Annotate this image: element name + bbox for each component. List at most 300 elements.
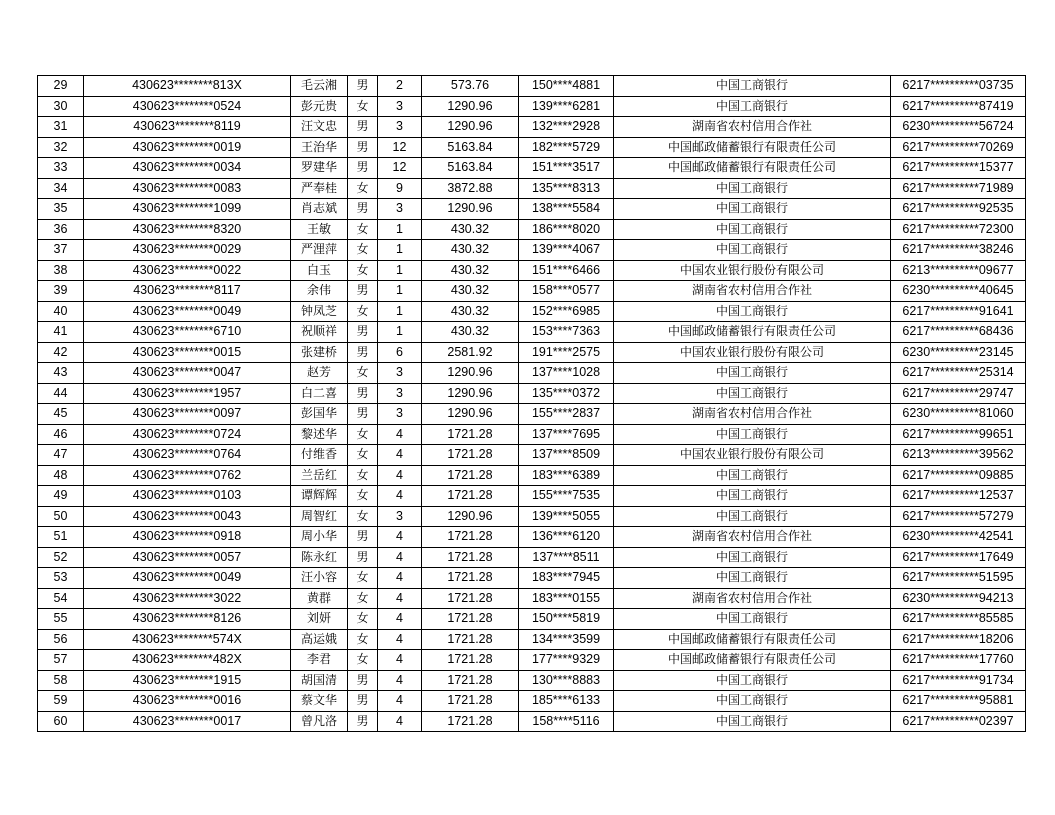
amount-cell: 1721.28 (422, 445, 519, 466)
bank-name-cell: 中国农业银行股份有限公司 (614, 445, 891, 466)
gender-cell: 女 (348, 588, 378, 609)
phone-cell: 182****5729 (519, 137, 614, 158)
bank-name-cell: 中国工商银行 (614, 383, 891, 404)
amount-cell: 1721.28 (422, 547, 519, 568)
phone-cell: 191****2575 (519, 342, 614, 363)
table-row (38, 424, 1026, 445)
count-cell: 4 (378, 609, 422, 630)
id-number-cell: 430623********0016 (84, 691, 291, 712)
name-cell: 周小华 (291, 527, 348, 548)
amount-cell: 1721.28 (422, 711, 519, 732)
phone-cell: 135****8313 (519, 178, 614, 199)
amount-cell: 1290.96 (422, 404, 519, 425)
phone-cell: 135****0372 (519, 383, 614, 404)
row-number-cell: 43 (38, 363, 84, 384)
row-number-cell: 32 (38, 137, 84, 158)
card-number-cell: 6217**********95881 (891, 691, 1026, 712)
row-number-cell: 47 (38, 445, 84, 466)
name-cell: 张建桥 (291, 342, 348, 363)
phone-cell: 185****6133 (519, 691, 614, 712)
count-cell: 3 (378, 117, 422, 138)
id-number-cell: 430623********0524 (84, 96, 291, 117)
bank-name-cell: 中国工商银行 (614, 240, 891, 261)
gender-cell: 男 (348, 404, 378, 425)
bank-name-cell: 中国工商银行 (614, 609, 891, 630)
phone-cell: 158****5116 (519, 711, 614, 732)
id-number-cell: 430623********8320 (84, 219, 291, 240)
name-cell: 谭辉辉 (291, 486, 348, 507)
row-number-cell: 55 (38, 609, 84, 630)
bank-name-cell: 中国邮政储蓄银行有限责任公司 (614, 650, 891, 671)
amount-cell: 430.32 (422, 301, 519, 322)
row-number-cell: 54 (38, 588, 84, 609)
id-number-cell: 430623********8119 (84, 117, 291, 138)
name-cell: 余伟 (291, 281, 348, 302)
gender-cell: 男 (348, 711, 378, 732)
card-number-cell: 6217**********17760 (891, 650, 1026, 671)
card-number-cell: 6217**********25314 (891, 363, 1026, 384)
table-row (38, 506, 1026, 527)
table-row (38, 609, 1026, 630)
bank-name-cell: 湖南省农村信用合作社 (614, 527, 891, 548)
id-number-cell: 430623********574X (84, 629, 291, 650)
count-cell: 6 (378, 342, 422, 363)
phone-cell: 138****5584 (519, 199, 614, 220)
name-cell: 黎述华 (291, 424, 348, 445)
amount-cell: 1290.96 (422, 383, 519, 404)
row-number-cell: 37 (38, 240, 84, 261)
card-number-cell: 6230**********23145 (891, 342, 1026, 363)
count-cell: 4 (378, 486, 422, 507)
gender-cell: 女 (348, 629, 378, 650)
card-number-cell: 6217**********02397 (891, 711, 1026, 732)
table-row (38, 588, 1026, 609)
name-cell: 彭元贵 (291, 96, 348, 117)
card-number-cell: 6217**********70269 (891, 137, 1026, 158)
name-cell: 祝顺祥 (291, 322, 348, 343)
id-number-cell: 430623********1099 (84, 199, 291, 220)
name-cell: 胡国清 (291, 670, 348, 691)
name-cell: 王敏 (291, 219, 348, 240)
id-number-cell: 430623********0764 (84, 445, 291, 466)
table-row (38, 219, 1026, 240)
table-row (38, 363, 1026, 384)
bank-name-cell: 湖南省农村信用合作社 (614, 404, 891, 425)
id-number-cell: 430623********0015 (84, 342, 291, 363)
phone-cell: 130****8883 (519, 670, 614, 691)
name-cell: 毛云湘 (291, 76, 348, 97)
bank-name-cell: 中国邮政储蓄银行有限责任公司 (614, 137, 891, 158)
phone-cell: 137****8509 (519, 445, 614, 466)
row-number-cell: 41 (38, 322, 84, 343)
phone-cell: 186****8020 (519, 219, 614, 240)
amount-cell: 1721.28 (422, 650, 519, 671)
phone-cell: 137****1028 (519, 363, 614, 384)
card-number-cell: 6230**********40645 (891, 281, 1026, 302)
id-number-cell: 430623********3022 (84, 588, 291, 609)
gender-cell: 女 (348, 465, 378, 486)
count-cell: 1 (378, 281, 422, 302)
gender-cell: 男 (348, 117, 378, 138)
card-number-cell: 6217**********87419 (891, 96, 1026, 117)
name-cell: 白二喜 (291, 383, 348, 404)
card-number-cell: 6217**********99651 (891, 424, 1026, 445)
count-cell: 4 (378, 650, 422, 671)
row-number-cell: 33 (38, 158, 84, 179)
row-number-cell: 52 (38, 547, 84, 568)
table-row (38, 691, 1026, 712)
count-cell: 1 (378, 322, 422, 343)
count-cell: 4 (378, 588, 422, 609)
phone-cell: 155****7535 (519, 486, 614, 507)
row-number-cell: 42 (38, 342, 84, 363)
count-cell: 12 (378, 158, 422, 179)
roster-body (38, 76, 1026, 732)
row-number-cell: 56 (38, 629, 84, 650)
phone-cell: 183****6389 (519, 465, 614, 486)
card-number-cell: 6217**********12537 (891, 486, 1026, 507)
card-number-cell: 6217**********18206 (891, 629, 1026, 650)
id-number-cell: 430623********8117 (84, 281, 291, 302)
gender-cell: 男 (348, 158, 378, 179)
row-number-cell: 58 (38, 670, 84, 691)
count-cell: 4 (378, 568, 422, 589)
table-row (38, 117, 1026, 138)
amount-cell: 430.32 (422, 260, 519, 281)
count-cell: 2 (378, 76, 422, 97)
name-cell: 蔡文华 (291, 691, 348, 712)
phone-cell: 139****5055 (519, 506, 614, 527)
row-number-cell: 59 (38, 691, 84, 712)
gender-cell: 男 (348, 322, 378, 343)
row-number-cell: 53 (38, 568, 84, 589)
table-row (38, 281, 1026, 302)
bank-name-cell: 中国农业银行股份有限公司 (614, 342, 891, 363)
name-cell: 彭国华 (291, 404, 348, 425)
gender-cell: 男 (348, 199, 378, 220)
row-number-cell: 44 (38, 383, 84, 404)
table-row (38, 568, 1026, 589)
name-cell: 严奉桂 (291, 178, 348, 199)
gender-cell: 女 (348, 301, 378, 322)
amount-cell: 1721.28 (422, 568, 519, 589)
phone-cell: 134****3599 (519, 629, 614, 650)
id-number-cell: 430623********0097 (84, 404, 291, 425)
name-cell: 罗建华 (291, 158, 348, 179)
amount-cell: 1721.28 (422, 465, 519, 486)
gender-cell: 女 (348, 260, 378, 281)
name-cell: 付维香 (291, 445, 348, 466)
amount-cell: 1290.96 (422, 96, 519, 117)
gender-cell: 男 (348, 281, 378, 302)
name-cell: 高运娥 (291, 629, 348, 650)
row-number-cell: 38 (38, 260, 84, 281)
card-number-cell: 6217**********51595 (891, 568, 1026, 589)
amount-cell: 430.32 (422, 240, 519, 261)
bank-name-cell: 中国工商银行 (614, 96, 891, 117)
amount-cell: 1721.28 (422, 691, 519, 712)
row-number-cell: 60 (38, 711, 84, 732)
count-cell: 12 (378, 137, 422, 158)
bank-name-cell: 中国工商银行 (614, 301, 891, 322)
bank-name-cell: 中国邮政储蓄银行有限责任公司 (614, 629, 891, 650)
card-number-cell: 6217**********91734 (891, 670, 1026, 691)
count-cell: 4 (378, 445, 422, 466)
table-row (38, 629, 1026, 650)
card-number-cell: 6213**********39562 (891, 445, 1026, 466)
bank-name-cell: 中国工商银行 (614, 76, 891, 97)
card-number-cell: 6217**********29747 (891, 383, 1026, 404)
row-number-cell: 48 (38, 465, 84, 486)
id-number-cell: 430623********482X (84, 650, 291, 671)
count-cell: 3 (378, 199, 422, 220)
id-number-cell: 430623********0029 (84, 240, 291, 261)
name-cell: 刘妍 (291, 609, 348, 630)
card-number-cell: 6217**********57279 (891, 506, 1026, 527)
card-number-cell: 6217**********72300 (891, 219, 1026, 240)
id-number-cell: 430623********0019 (84, 137, 291, 158)
amount-cell: 5163.84 (422, 158, 519, 179)
count-cell: 4 (378, 670, 422, 691)
bank-name-cell: 湖南省农村信用合作社 (614, 117, 891, 138)
count-cell: 4 (378, 465, 422, 486)
count-cell: 1 (378, 240, 422, 261)
table-row (38, 158, 1026, 179)
table-row (38, 178, 1026, 199)
card-number-cell: 6230**********81060 (891, 404, 1026, 425)
table-row (38, 137, 1026, 158)
gender-cell: 女 (348, 568, 378, 589)
count-cell: 4 (378, 424, 422, 445)
gender-cell: 男 (348, 342, 378, 363)
table-row (38, 445, 1026, 466)
bank-name-cell: 中国工商银行 (614, 219, 891, 240)
phone-cell: 183****0155 (519, 588, 614, 609)
name-cell: 李君 (291, 650, 348, 671)
amount-cell: 1721.28 (422, 629, 519, 650)
bank-name-cell: 湖南省农村信用合作社 (614, 588, 891, 609)
table-row (38, 199, 1026, 220)
id-number-cell: 430623********0083 (84, 178, 291, 199)
id-number-cell: 430623********0049 (84, 568, 291, 589)
table-row (38, 547, 1026, 568)
amount-cell: 1721.28 (422, 670, 519, 691)
gender-cell: 男 (348, 383, 378, 404)
bank-name-cell: 中国工商银行 (614, 506, 891, 527)
phone-cell: 136****6120 (519, 527, 614, 548)
name-cell: 汪小容 (291, 568, 348, 589)
amount-cell: 430.32 (422, 322, 519, 343)
row-number-cell: 29 (38, 76, 84, 97)
card-number-cell: 6217**********92535 (891, 199, 1026, 220)
bank-name-cell: 中国工商银行 (614, 199, 891, 220)
amount-cell: 1721.28 (422, 486, 519, 507)
table-row (38, 96, 1026, 117)
row-number-cell: 57 (38, 650, 84, 671)
phone-cell: 150****4881 (519, 76, 614, 97)
id-number-cell: 430623********0049 (84, 301, 291, 322)
row-number-cell: 51 (38, 527, 84, 548)
card-number-cell: 6217**********17649 (891, 547, 1026, 568)
gender-cell: 男 (348, 137, 378, 158)
bank-name-cell: 中国工商银行 (614, 547, 891, 568)
id-number-cell: 430623********0017 (84, 711, 291, 732)
bank-name-cell: 中国工商银行 (614, 691, 891, 712)
count-cell: 1 (378, 219, 422, 240)
id-number-cell: 430623********8126 (84, 609, 291, 630)
card-number-cell: 6217**********09885 (891, 465, 1026, 486)
table-row (38, 76, 1026, 97)
name-cell: 周智红 (291, 506, 348, 527)
count-cell: 3 (378, 363, 422, 384)
phone-cell: 158****0577 (519, 281, 614, 302)
name-cell: 陈永红 (291, 547, 348, 568)
table-row (38, 650, 1026, 671)
count-cell: 4 (378, 691, 422, 712)
count-cell: 4 (378, 629, 422, 650)
phone-cell: 132****2928 (519, 117, 614, 138)
gender-cell: 女 (348, 96, 378, 117)
row-number-cell: 31 (38, 117, 84, 138)
amount-cell: 430.32 (422, 219, 519, 240)
count-cell: 3 (378, 383, 422, 404)
amount-cell: 1721.28 (422, 527, 519, 548)
card-number-cell: 6230**********42541 (891, 527, 1026, 548)
bank-name-cell: 中国工商银行 (614, 670, 891, 691)
row-number-cell: 30 (38, 96, 84, 117)
gender-cell: 女 (348, 445, 378, 466)
id-number-cell: 430623********0043 (84, 506, 291, 527)
gender-cell: 女 (348, 219, 378, 240)
bank-name-cell: 中国邮政储蓄银行有限责任公司 (614, 158, 891, 179)
card-number-cell: 6217**********03735 (891, 76, 1026, 97)
bank-name-cell: 中国农业银行股份有限公司 (614, 260, 891, 281)
phone-cell: 152****6985 (519, 301, 614, 322)
name-cell: 黄群 (291, 588, 348, 609)
card-number-cell: 6230**********94213 (891, 588, 1026, 609)
amount-cell: 1290.96 (422, 199, 519, 220)
subsidy-roster-table (37, 75, 1026, 732)
amount-cell: 573.76 (422, 76, 519, 97)
id-number-cell: 430623********0724 (84, 424, 291, 445)
phone-cell: 151****6466 (519, 260, 614, 281)
table-row (38, 465, 1026, 486)
table-row (38, 383, 1026, 404)
id-number-cell: 430623********0022 (84, 260, 291, 281)
count-cell: 4 (378, 547, 422, 568)
amount-cell: 1290.96 (422, 117, 519, 138)
bank-name-cell: 中国工商银行 (614, 465, 891, 486)
id-number-cell: 430623********1957 (84, 383, 291, 404)
phone-cell: 137****7695 (519, 424, 614, 445)
table-row (38, 260, 1026, 281)
name-cell: 兰岳红 (291, 465, 348, 486)
table-row (38, 711, 1026, 732)
bank-name-cell: 中国工商银行 (614, 486, 891, 507)
card-number-cell: 6217**********91641 (891, 301, 1026, 322)
table-row (38, 527, 1026, 548)
count-cell: 3 (378, 96, 422, 117)
amount-cell: 1290.96 (422, 363, 519, 384)
row-number-cell: 35 (38, 199, 84, 220)
count-cell: 1 (378, 260, 422, 281)
amount-cell: 3872.88 (422, 178, 519, 199)
phone-cell: 139****4067 (519, 240, 614, 261)
gender-cell: 女 (348, 650, 378, 671)
id-number-cell: 430623********1915 (84, 670, 291, 691)
row-number-cell: 36 (38, 219, 84, 240)
phone-cell: 137****8511 (519, 547, 614, 568)
count-cell: 4 (378, 527, 422, 548)
amount-cell: 430.32 (422, 281, 519, 302)
gender-cell: 女 (348, 486, 378, 507)
phone-cell: 183****7945 (519, 568, 614, 589)
table-row (38, 404, 1026, 425)
table-row (38, 670, 1026, 691)
bank-name-cell: 湖南省农村信用合作社 (614, 281, 891, 302)
bank-name-cell: 中国工商银行 (614, 711, 891, 732)
count-cell: 3 (378, 506, 422, 527)
row-number-cell: 45 (38, 404, 84, 425)
gender-cell: 男 (348, 547, 378, 568)
card-number-cell: 6217**********68436 (891, 322, 1026, 343)
bank-name-cell: 中国工商银行 (614, 178, 891, 199)
gender-cell: 女 (348, 240, 378, 261)
id-number-cell: 430623********813X (84, 76, 291, 97)
phone-cell: 151****3517 (519, 158, 614, 179)
name-cell: 汪文忠 (291, 117, 348, 138)
table-row (38, 486, 1026, 507)
phone-cell: 177****9329 (519, 650, 614, 671)
table-row (38, 240, 1026, 261)
card-number-cell: 6213**********09677 (891, 260, 1026, 281)
name-cell: 钟凤芝 (291, 301, 348, 322)
id-number-cell: 430623********0047 (84, 363, 291, 384)
id-number-cell: 430623********0034 (84, 158, 291, 179)
count-cell: 9 (378, 178, 422, 199)
amount-cell: 5163.84 (422, 137, 519, 158)
name-cell: 赵芳 (291, 363, 348, 384)
bank-name-cell: 中国邮政储蓄银行有限责任公司 (614, 322, 891, 343)
amount-cell: 1721.28 (422, 609, 519, 630)
gender-cell: 女 (348, 424, 378, 445)
gender-cell: 女 (348, 609, 378, 630)
card-number-cell: 6217**********85585 (891, 609, 1026, 630)
bank-name-cell: 中国工商银行 (614, 424, 891, 445)
table-row (38, 322, 1026, 343)
row-number-cell: 49 (38, 486, 84, 507)
amount-cell: 1721.28 (422, 588, 519, 609)
amount-cell: 1721.28 (422, 424, 519, 445)
row-number-cell: 50 (38, 506, 84, 527)
card-number-cell: 6217**********15377 (891, 158, 1026, 179)
card-number-cell: 6217**********38246 (891, 240, 1026, 261)
id-number-cell: 430623********0918 (84, 527, 291, 548)
table-row (38, 301, 1026, 322)
count-cell: 3 (378, 404, 422, 425)
phone-cell: 153****7363 (519, 322, 614, 343)
count-cell: 1 (378, 301, 422, 322)
card-number-cell: 6230**********56724 (891, 117, 1026, 138)
gender-cell: 男 (348, 691, 378, 712)
row-number-cell: 46 (38, 424, 84, 445)
table-row (38, 342, 1026, 363)
id-number-cell: 430623********6710 (84, 322, 291, 343)
id-number-cell: 430623********0057 (84, 547, 291, 568)
gender-cell: 女 (348, 506, 378, 527)
row-number-cell: 40 (38, 301, 84, 322)
row-number-cell: 34 (38, 178, 84, 199)
